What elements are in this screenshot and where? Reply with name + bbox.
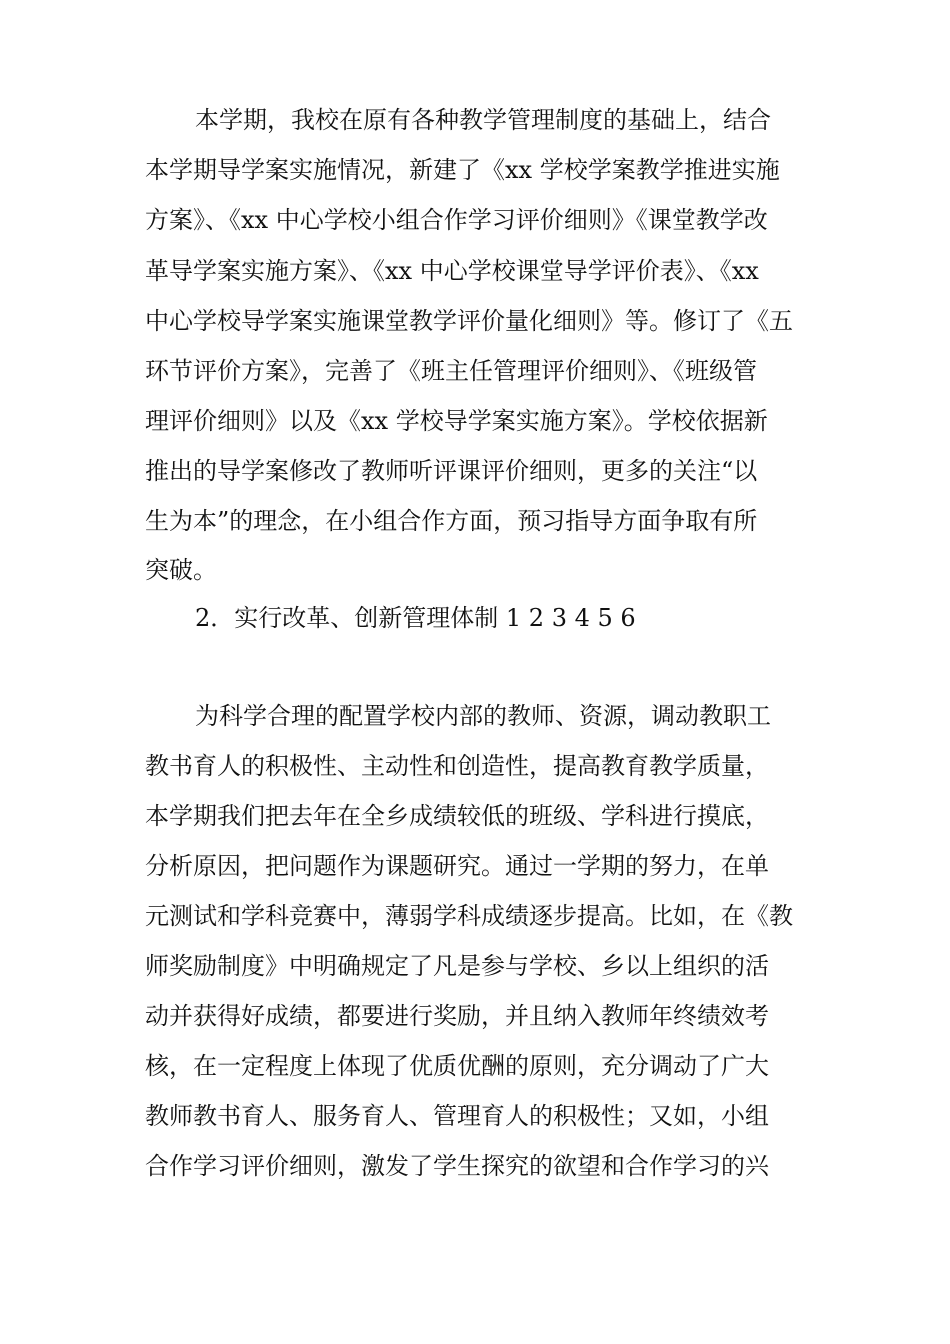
paragraph-2-line: 为科学合理的配置学校内部的教师、资源，调动教职工 xyxy=(195,702,771,730)
paragraph-2-line: 教师教书育人、服务育人、管理育人的积极性；又如，小组 xyxy=(145,1102,769,1130)
paragraph-2-line: 合作学习评价细则，激发了学生探究的欲望和合作学习的兴 xyxy=(145,1152,769,1180)
paragraph-1-line: 革导学案实施方案》、《xx 中心学校课堂导学评价表》、《xx xyxy=(145,257,759,285)
paragraph-2-line: 动并获得好成绩，都要进行奖励，并且纳入教师年终绩效考 xyxy=(145,1002,769,1030)
section-heading: 2．实行改革、创新管理体制 1 2 3 4 5 6 xyxy=(195,604,636,632)
paragraph-1-line: 推出的导学案修改了教师听评课评价细则，更多的关注“以 xyxy=(145,457,758,485)
paragraph-1-line: 本学期导学案实施情况，新建了《xx 学校学案教学推进实施 xyxy=(145,156,780,184)
paragraph-2-line: 核，在一定程度上体现了优质优酬的原则，充分调动了广大 xyxy=(145,1052,769,1080)
paragraph-1-line: 方案》、《xx 中心学校小组合作学习评价细则》《课堂教学改 xyxy=(145,206,768,234)
paragraph-2-line: 教书育人的积极性、主动性和创造性，提高教育教学质量， xyxy=(145,752,769,780)
paragraph-1-line: 中心学校导学案实施课堂教学评价量化细则》等。修订了《五 xyxy=(145,307,793,335)
paragraph-2-line: 分析原因，把问题作为课题研究。通过一学期的努力，在单 xyxy=(145,852,769,880)
paragraph-1-line: 理评价细则》以及《xx 学校导学案实施方案》。学校依据新 xyxy=(145,407,768,435)
paragraph-2-line: 师奖励制度》中明确规定了凡是参与学校、乡以上组织的活 xyxy=(145,952,769,980)
paragraph-2-line: 元测试和学科竞赛中，薄弱学科成绩逐步提高。比如，在《教 xyxy=(145,902,793,930)
paragraph-1-line: 本学期，我校在原有各种教学管理制度的基础上，结合 xyxy=(195,106,771,134)
paragraph-2-line: 本学期我们把去年在全乡成绩较低的班级、学科进行摸底， xyxy=(145,802,769,830)
paragraph-1-line: 突破。 xyxy=(145,556,217,584)
paragraph-1-line: 生为本”的理念，在小组合作方面，预习指导方面争取有所 xyxy=(145,507,758,535)
paragraph-1-line: 环节评价方案》，完善了《班主任管理评价细则》、《班级管 xyxy=(145,357,757,385)
